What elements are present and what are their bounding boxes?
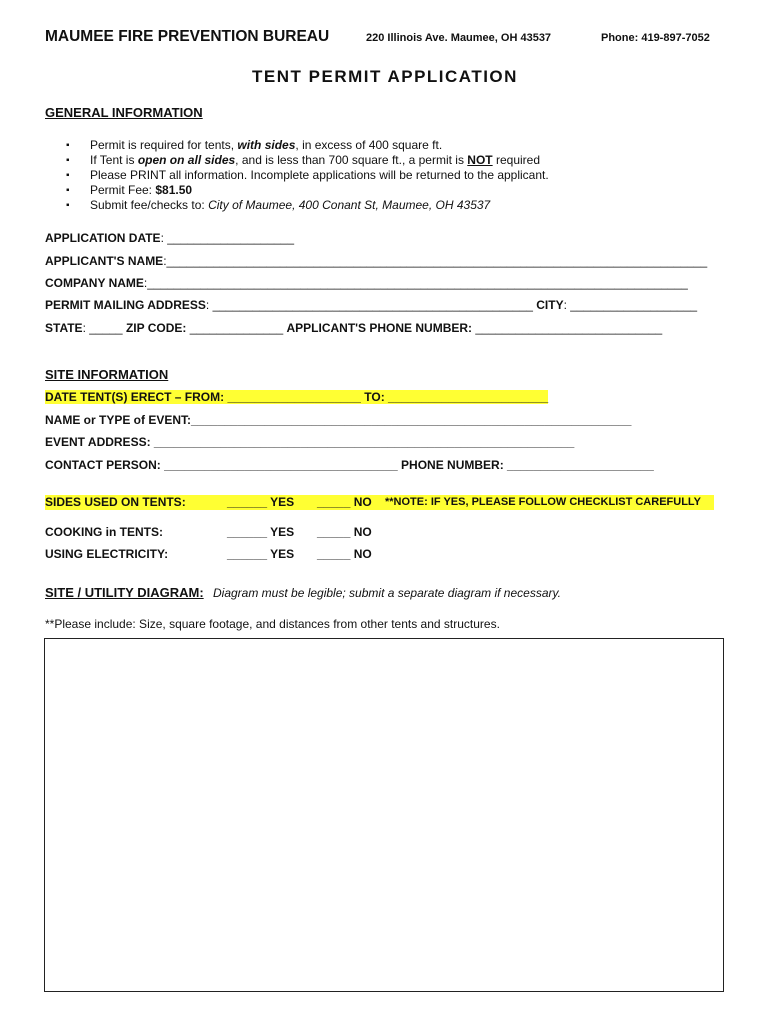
page-title: TENT PERMIT APPLICATION (252, 67, 518, 86)
electricity-row (45, 547, 445, 562)
sides-used-row (45, 495, 714, 510)
sides-yes-option[interactable]: ______ YES (227, 495, 295, 509)
diagram-include-note: **Please include: Size, square footage, and distances from other tents and structures. (45, 617, 500, 631)
list-item: ▪ If Tent is open on all sides, and is less than 700 square ft., a permit is NOT required (66, 153, 549, 168)
cooking-no-option[interactable]: _____ NO (317, 525, 372, 539)
bureau-name: MAUMEE FIRE PREVENTION BUREAU (45, 28, 330, 45)
site-info-heading: SITE INFORMATION (45, 367, 169, 382)
cooking-yes-option[interactable]: ______ YES (227, 525, 295, 539)
electricity-yes-option[interactable]: ______ YES (227, 547, 295, 561)
diagram-heading: SITE / UTILITY DIAGRAM: (45, 585, 204, 600)
mailing-address-field[interactable]: PERMIT MAILING ADDRESS: ________________________________________________ CITY: ___________________ (45, 298, 698, 312)
sides-no-option[interactable]: _____ NO (317, 495, 372, 509)
diagram-instructions: Diagram must be legible; submit a separate diagram if necessary. (213, 586, 561, 600)
list-item: ▪ Permit Fee: $81.50 (66, 183, 549, 198)
list-item: ▪ Please PRINT all information. Incomplete applications will be returned to the applicant. (66, 168, 549, 183)
general-info-heading: GENERAL INFORMATION (45, 105, 203, 120)
event-name-field[interactable]: NAME or TYPE of EVENT:__________________________________________________________________ (45, 413, 632, 427)
application-date-field[interactable]: APPLICATION DATE: ___________________ (45, 231, 295, 245)
list-item: ▪ Submit fee/checks to: City of Maumee, 400 Conant St, Maumee, OH 43537 (66, 198, 549, 213)
cooking-row (45, 525, 445, 540)
date-erect-field[interactable]: DATE TENT(S) ERECT – FROM: ____________________ TO: ________________________ (45, 390, 549, 404)
event-address-field[interactable]: EVENT ADDRESS: _______________________________________________________________ (45, 435, 575, 449)
sides-used-label: SIDES USED ON TENTS: (45, 495, 186, 509)
electricity-label: USING ELECTRICITY: (45, 547, 169, 561)
diagram-heading-row (45, 585, 561, 600)
bureau-address: 220 Illinois Ave. Maumee, OH 43537 (366, 32, 552, 44)
bureau-phone: Phone: 419-897-7052 (601, 32, 710, 44)
state-zip-phone-field[interactable]: STATE: _____ ZIP CODE: ______________ APPLICANT'S PHONE NUMBER: ____________________________ (45, 321, 663, 335)
site-diagram-box[interactable] (44, 638, 724, 992)
general-info-list (66, 138, 549, 213)
contact-person-field[interactable]: CONTACT PERSON: ___________________________________ PHONE NUMBER: ______________________ (45, 458, 654, 472)
cooking-label: COOKING in TENTS: (45, 525, 163, 539)
sides-note: **NOTE: IF YES, PLEASE FOLLOW CHECKLIST CAREFULLY (385, 496, 701, 508)
electricity-no-option[interactable]: _____ NO (317, 547, 372, 561)
company-name-field[interactable]: COMPANY NAME:_________________________________________________________________________________ (45, 276, 688, 290)
applicant-name-field[interactable]: APPLICANT'S NAME:_________________________________________________________________________________ (45, 254, 708, 268)
list-item: ▪ Permit is required for tents, with sides, in excess of 400 square ft. (66, 138, 549, 153)
